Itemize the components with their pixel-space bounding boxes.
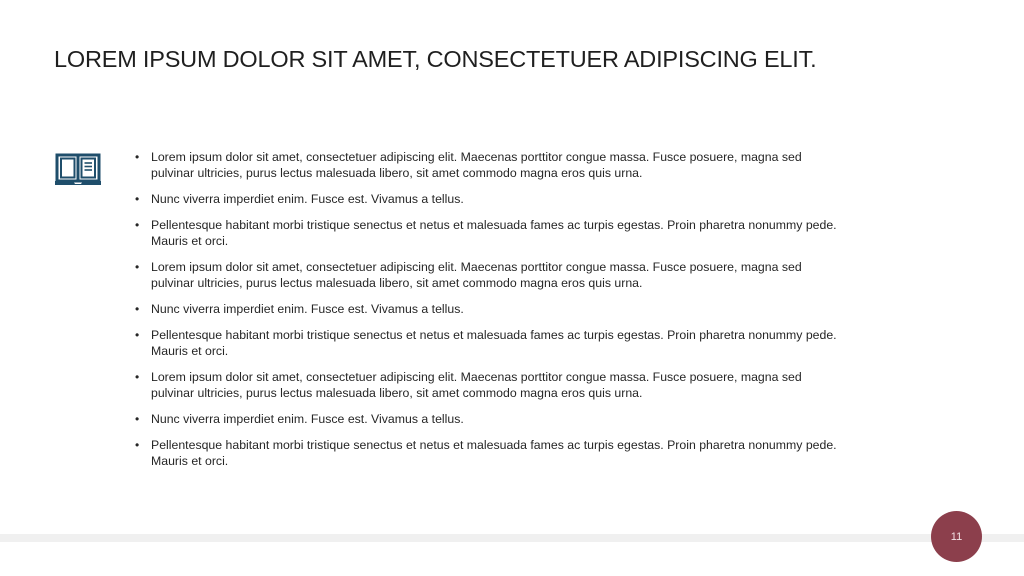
bullet-text: Lorem ipsum dolor sit amet, consectetuer adipiscing elit. Maecenas porttitor congue massa. Fusce posuere, magna sed pulvinar ultricies, purus lectus malesuada libero, sit amet commodo magna eros quis urna. bbox=[151, 260, 802, 290]
open-book-icon bbox=[55, 152, 101, 186]
page-number: 11 bbox=[950, 530, 963, 543]
bullet-marker: • bbox=[135, 150, 140, 164]
list-item bbox=[135, 411, 845, 427]
bullet-text: Pellentesque habitant morbi tristique senectus et netus et malesuada fames ac turpis egestas. Proin pharetra nonummy pede. Mauris et orci. bbox=[151, 328, 837, 358]
list-item bbox=[135, 149, 845, 181]
list-item bbox=[135, 259, 845, 291]
list-item bbox=[135, 369, 845, 401]
page-number-badge bbox=[931, 511, 982, 562]
footer-bar bbox=[0, 534, 1024, 542]
bullet-marker: • bbox=[135, 192, 140, 206]
list-item bbox=[135, 437, 845, 469]
list-item bbox=[135, 217, 845, 249]
bullet-marker: • bbox=[135, 218, 140, 232]
bullet-marker: • bbox=[135, 412, 140, 426]
bullet-text: Pellentesque habitant morbi tristique senectus et netus et malesuada fames ac turpis egestas. Proin pharetra nonummy pede. Mauris et orci. bbox=[151, 218, 837, 248]
bullet-text: Lorem ipsum dolor sit amet, consectetuer adipiscing elit. Maecenas porttitor congue massa. Fusce posuere, magna sed pulvinar ultricies, purus lectus malesuada libero, sit amet commodo magna eros quis urna. bbox=[151, 150, 802, 180]
bullet-text: Nunc viverra imperdiet enim. Fusce est. Vivamus a tellus. bbox=[151, 192, 464, 206]
bullet-text: Pellentesque habitant morbi tristique senectus et netus et malesuada fames ac turpis egestas. Proin pharetra nonummy pede. Mauris et orci. bbox=[151, 438, 837, 468]
bullet-marker: • bbox=[135, 438, 140, 452]
list-item bbox=[135, 301, 845, 317]
bullet-list bbox=[135, 149, 845, 479]
bullet-text: Nunc viverra imperdiet enim. Fusce est. Vivamus a tellus. bbox=[151, 412, 464, 426]
bullet-marker: • bbox=[135, 370, 140, 384]
bullet-marker: • bbox=[135, 328, 140, 342]
bullet-marker: • bbox=[135, 260, 140, 274]
list-item bbox=[135, 327, 845, 359]
list-item bbox=[135, 191, 845, 207]
bullet-text: Nunc viverra imperdiet enim. Fusce est. Vivamus a tellus. bbox=[151, 302, 464, 316]
slide-title: LOREM IPSUM DOLOR SIT AMET, CONSECTETUER ADIPISCING ELIT. bbox=[54, 46, 817, 72]
bullet-text: Lorem ipsum dolor sit amet, consectetuer adipiscing elit. Maecenas porttitor congue massa. Fusce posuere, magna sed pulvinar ultricies, purus lectus malesuada libero, sit amet commodo magna eros quis urna. bbox=[151, 370, 802, 400]
bullet-marker: • bbox=[135, 302, 140, 316]
